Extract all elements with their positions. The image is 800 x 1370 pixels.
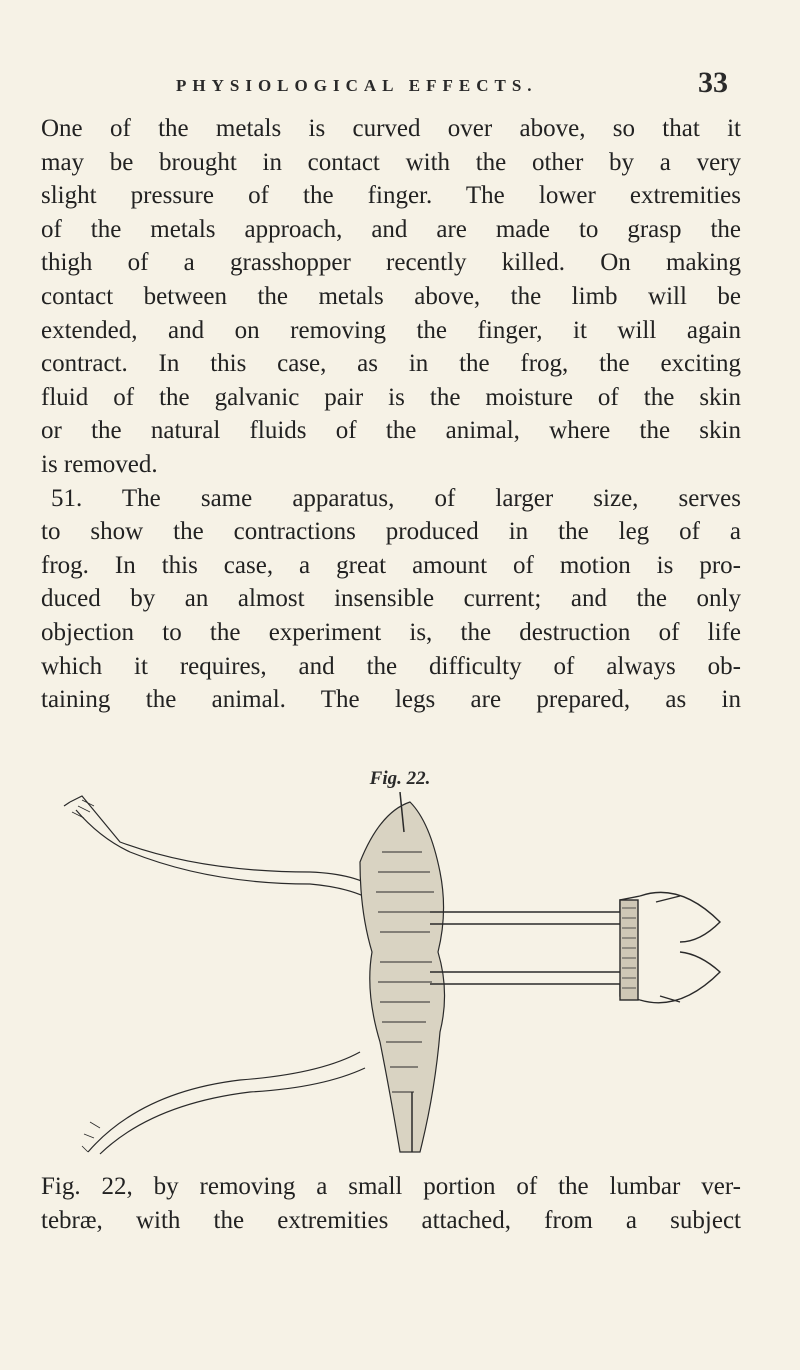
body-text [41,112,741,717]
text-line: to show the contractions produced in the leg of a [41,518,741,546]
text-line: of the metals approach, and are made to grasp the [41,215,741,243]
upper-leg [64,796,380,904]
text-line: taining the animal. The legs are prepared, as in [41,686,741,714]
text-line: slight pressure of the finger. The lower extremities [41,182,741,210]
text-line: Fig. 22, by removing a small portion of the lumbar ver- [41,1173,741,1200]
text-line: tebræ, with the extremities attached, from a subject [41,1206,741,1234]
text-line: contract. In this case, as in the frog, the exciting [41,350,741,378]
text-line: may be brought in contact with the other by a very [41,148,741,176]
page-number: 33 [698,66,728,99]
text-line: or the natural fluids of the animal, where the skin [41,417,741,445]
running-title: PHYSIOLOGICAL EFFECTS. [176,76,538,95]
figure-label: Fig. 22. [369,768,431,789]
text-line: extended, and on removing the finger, it will again [41,316,741,344]
text-line: which it requires, and the difficulty of always ob- [41,652,741,680]
text-line: 51. The same apparatus, of larger size, serves [51,484,741,512]
text-line: duced by an almost insensible current; and the only [41,585,741,613]
metal-clamp [430,892,720,1002]
text-line: is removed. [41,450,158,478]
running-head [0,66,800,102]
text-line: frog. In this case, a great amount of motion is pro- [41,551,741,579]
bottom-text [41,1170,741,1237]
lower-leg [82,1052,365,1154]
text-line: One of the metals is curved over above, so that it [41,115,741,142]
frog-legs-illustration [60,792,740,1162]
text-line: thigh of a grasshopper recently killed. On making [41,249,741,277]
text-line: objection to the experiment is, the destruction of life [41,618,741,646]
text-line: contact between the metals above, the limb will be [41,282,741,310]
text-line: fluid of the galvanic pair is the moisture of the skin [41,383,741,411]
